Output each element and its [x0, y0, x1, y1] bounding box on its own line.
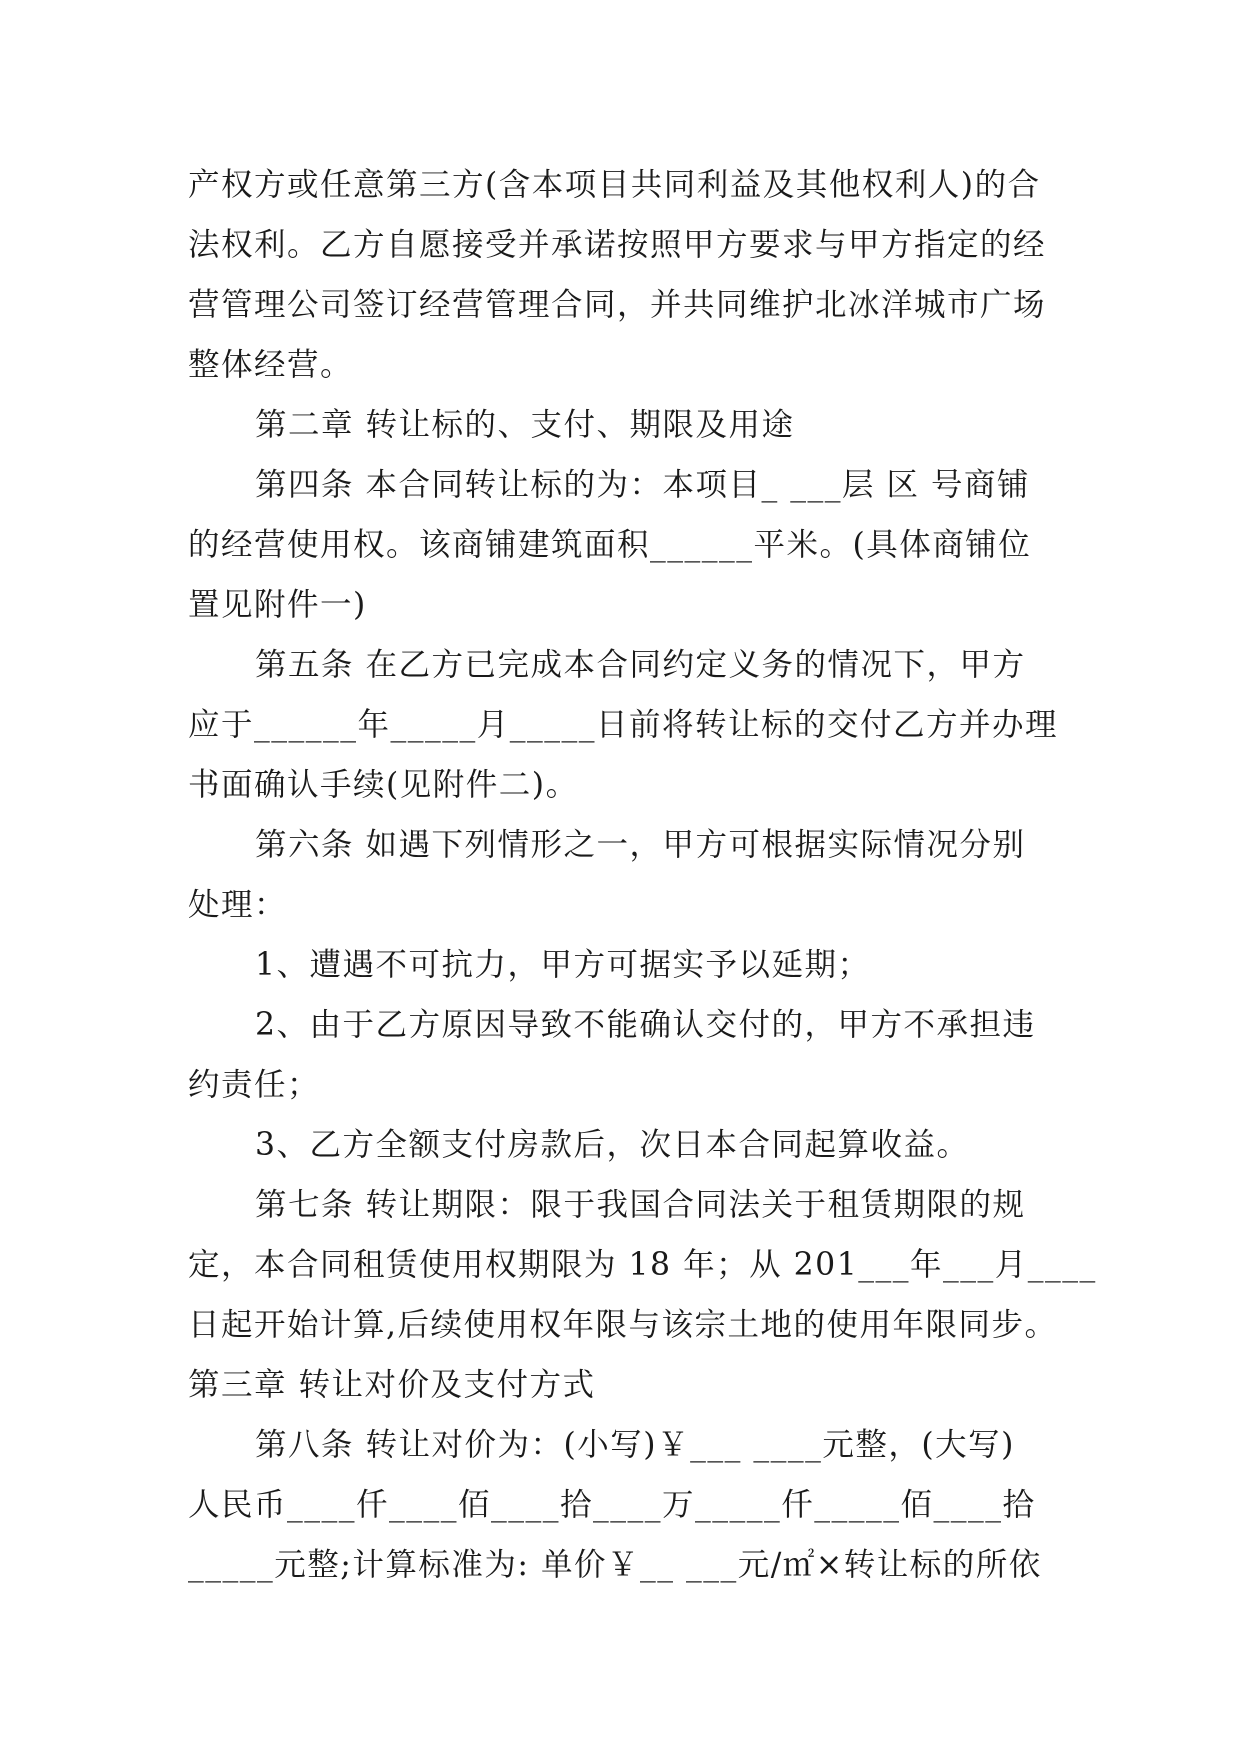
text-line: 人民币____仟____佰____拾____万_____仟_____佰____拾: [188, 1487, 1036, 1523]
text-line: 日起开始计算,后续使用权年限与该宗土地的使用年限同步。: [188, 1307, 1058, 1343]
article-line: 第四条 本合同转让标的为：本项目_ ___层 区 号商铺: [255, 467, 1031, 503]
article-line: 第八条 转让对价为：(小写)￥___ ____元整，(大写): [255, 1427, 1015, 1463]
text-line: 整体经营。: [188, 347, 354, 383]
chapter-heading: 第三章 转让对价及支付方式: [188, 1367, 596, 1403]
document-body: [188, 155, 1097, 1595]
article-line: 第五条 在乙方已完成本合同约定义务的情况下，甲方: [255, 647, 1026, 683]
text-line: 法权利。乙方自愿接受并承诺按照甲方要求与甲方指定的经: [188, 227, 1047, 263]
text-line: 书面确认手续(见附件二)。: [188, 767, 579, 803]
list-item: 1、遭遇不可抗力，甲方可据实予以延期；: [255, 947, 871, 983]
article-line: 第七条 转让期限：限于我国合同法关于租赁期限的规: [255, 1187, 1026, 1223]
article-line: 第六条 如遇下列情形之一，甲方可根据实际情况分别: [255, 827, 1026, 863]
text-line: 定，本合同租赁使用权期限为 18 年；从 201___年___月____: [188, 1247, 1097, 1283]
text-line: 处理：: [188, 887, 288, 923]
list-item: 3、乙方全额支付房款后，次日本合同起算收益。: [255, 1127, 970, 1163]
text-line: 产权方或任意第三方(含本项目共同利益及其他权利人)的合: [188, 167, 1041, 203]
text-line: 置见附件一): [188, 587, 367, 623]
list-item: 2、由于乙方原因导致不能确认交付的，甲方不承担违: [255, 1007, 1036, 1043]
text-line: 的经营使用权。该商铺建筑面积______平米。(具体商铺位: [188, 527, 1032, 563]
chapter-heading: 第二章 转让标的、支付、期限及用途: [255, 407, 795, 443]
text-line: _____元整;计算标准为: 单价￥__ ___元/㎡×转让标的所依: [188, 1547, 1042, 1583]
text-line: 营管理公司签订经营管理合同，并共同维护北冰洋城市广场: [188, 287, 1047, 323]
text-line: 应于______年_____月_____日前将转让标的交付乙方并办理: [188, 707, 1059, 743]
text-line: 约责任；: [188, 1067, 321, 1103]
